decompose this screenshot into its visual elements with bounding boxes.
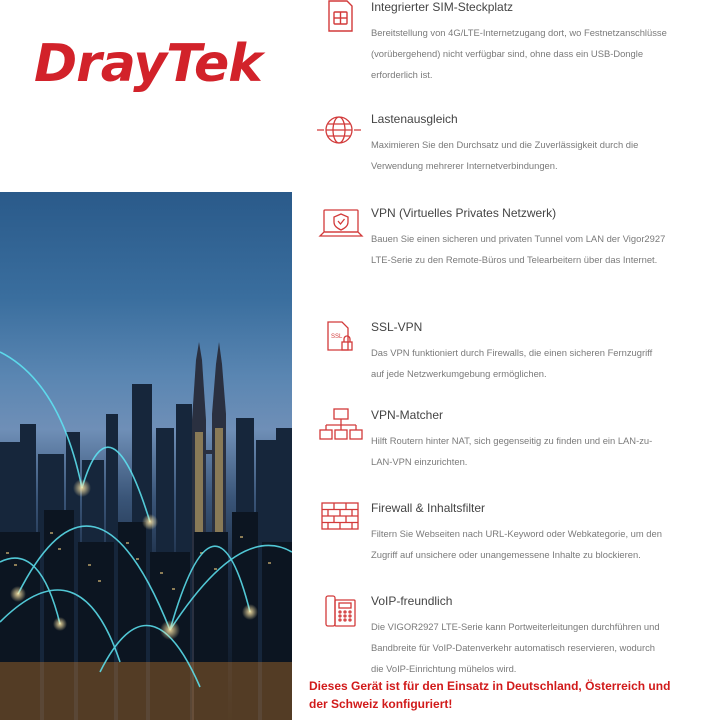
- globe-icon: [316, 114, 360, 150]
- draytek-logo: DrayTek: [34, 34, 262, 94]
- feature-description: Bereitstellung von 4G/LTE-Internetzugang dort, wo Festnetzanschlüsse (vorübergehend) nicht verfügbar sind, ohne dass ein USB-Dongle erforderlich ist.: [371, 27, 667, 80]
- feature-description: Das VPN funktioniert durch Firewalls, die einen sicheren Fernzugriff auf jede Netzwerkumgebung ermöglichen.: [371, 347, 653, 379]
- feature-description: Bauen Sie einen sicheren und privaten Tunnel vom LAN der Vigor2927 LTE-Serie zu den Remote-Büros und Telearbeitern über das Internet.: [371, 233, 666, 265]
- feature-description: Maximieren Sie den Durchsatz und die Zuverlässigkeit durch die Verwendung mehrerer Internetverbindungen.: [371, 139, 639, 171]
- feature-description: Hilft Routern hinter NAT, sich gegenseitig zu finden und ein LAN-zu- LAN-VPN einzurichten.: [371, 435, 653, 467]
- city-network-image: [0, 192, 292, 720]
- feature-title: VoIP-freundlich: [371, 594, 453, 608]
- country-notice: Dieses Gerät ist für den Einsatz in Deutschland, Österreich und der Schweiz konfiguriert!: [309, 679, 671, 711]
- feature-title: Integrierter SIM-Steckplatz: [371, 0, 514, 14]
- feature-description: Die VIGOR2927 LTE-Serie kann Portweiterleitungen durchführen und Bandbreite für VoIP-Datenverkehr automatisch reservieren, wodurch die VoIP-Einrichtung mühelos wird.: [371, 621, 660, 674]
- feature-description: Filtern Sie Webseiten nach URL-Keyword oder Webkategorie, um den Zugriff auf unsichere oder unangemessene Inhalte zu blockieren.: [371, 528, 662, 560]
- svg-text:SSL: SSL: [331, 334, 343, 340]
- network-tree-icon: [318, 408, 362, 444]
- firewall-bricks-icon: [318, 501, 362, 537]
- voip-phone-icon: [318, 594, 362, 630]
- laptop-shield-icon: [318, 206, 362, 242]
- feature-title: Lastenausgleich: [371, 112, 458, 126]
- ssl-document-lock-icon: [318, 320, 362, 356]
- feature-title: VPN-Matcher: [371, 408, 444, 422]
- feature-title: SSL-VPN: [371, 320, 423, 334]
- feature-title: VPN (Virtuelles Privates Netzwerk): [371, 206, 557, 220]
- feature-title: Firewall & Inhaltsfilter: [371, 501, 486, 515]
- sim-card-icon: [318, 0, 362, 36]
